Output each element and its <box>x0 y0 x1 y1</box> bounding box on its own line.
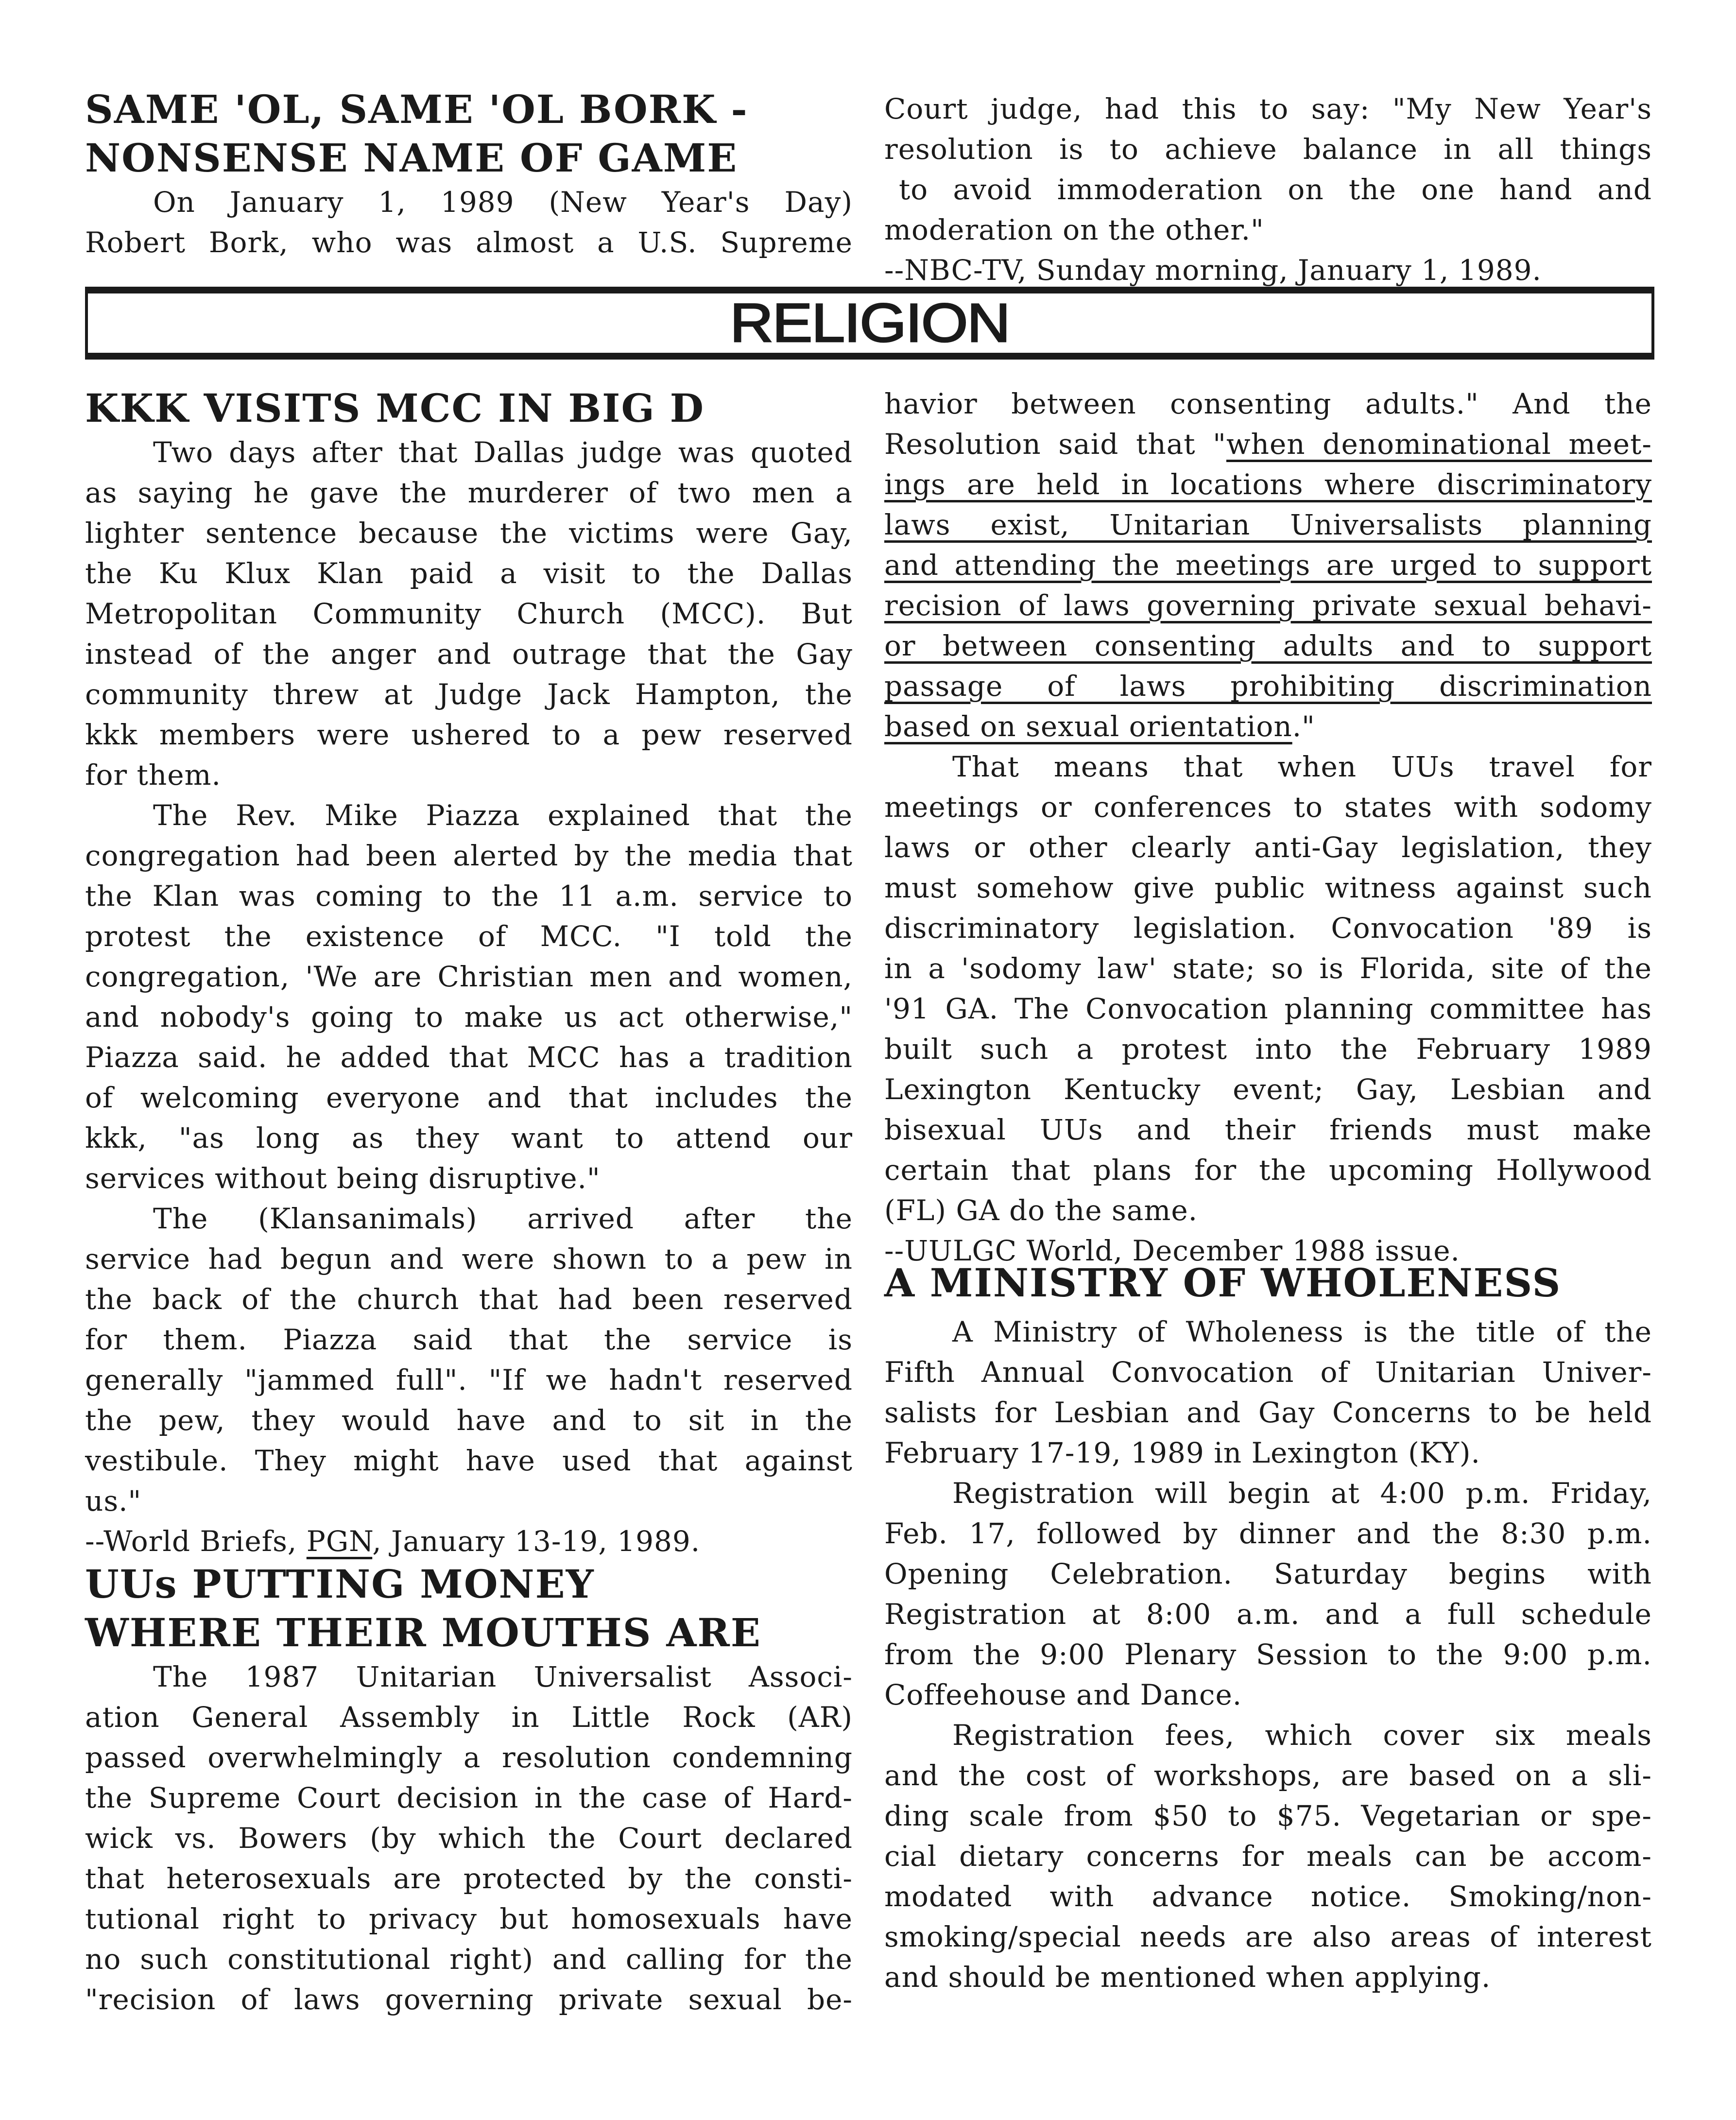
uus-line: must somehow give public witness against such <box>884 871 1652 904</box>
uus-line: bisexual UUs and their friends must make <box>884 1113 1652 1146</box>
uus-line: havior between consenting adults." And the <box>884 387 1652 420</box>
ministry-line: A Ministry of Wholeness is the title of the <box>952 1315 1652 1348</box>
ministry-line: Registration fees, which cover six meals <box>952 1719 1652 1752</box>
kkk-line: The Rev. Mike Piazza explained that the <box>153 799 853 832</box>
kkk-line: Two days after that Dallas judge was quoted <box>153 436 853 469</box>
uus-headline-1: UUs PUTTING MONEY <box>85 1561 595 1607</box>
bork-line: moderation on the other." <box>884 213 1264 246</box>
uus-resolution-final-quote: based on sexual orientation <box>884 710 1292 743</box>
kkk-line: lighter sentence because the victims were Gay, <box>85 517 853 550</box>
kkk-line: and nobody's going to make us act otherwise," <box>85 1000 853 1034</box>
uus-line: (FL) GA do the same. <box>884 1194 1198 1227</box>
uus-headline-2: WHERE THEIR MOUTHS ARE <box>85 1610 761 1655</box>
uus-line <box>884 424 1652 465</box>
uus-line: "recision of laws governing private sexual be- <box>85 1983 853 2016</box>
kkk-line: for them. <box>85 758 221 792</box>
bork-article <box>85 85 853 263</box>
kkk-line: kkk, "as long as they want to attend our <box>85 1121 853 1155</box>
kkk-line: instead of the anger and outrage that the Gay <box>85 638 853 671</box>
uus-line: tutional right to privacy but homosexuals have <box>85 1902 853 1935</box>
kkk-line: generally "jammed full". "If we hadn't reserved <box>85 1363 853 1396</box>
uus-resolution-lead: Resolution said that " <box>884 428 1226 461</box>
uus-line: that heterosexuals are protected by the consti- <box>85 1862 853 1895</box>
ministry-line: Registration at 8:00 a.m. and a full schedule <box>884 1598 1652 1631</box>
kkk-article <box>85 384 853 1562</box>
ministry-article <box>884 1258 1652 1998</box>
kkk-line: community threw at Judge Jack Hampton, the <box>85 678 853 711</box>
ministry-line: cial dietary concerns for meals can be accom- <box>884 1840 1652 1873</box>
uus-line: That means that when UUs travel for <box>952 750 1652 783</box>
ministry-line: Registration will begin at 4:00 p.m. Friday, <box>952 1477 1652 1510</box>
kkk-line: Piazza said. he added that MCC has a tradition <box>85 1041 853 1074</box>
kkk-headline: KKK VISITS MCC IN BIG D <box>85 385 705 431</box>
bork-line: to avoid immoderation on the one hand and <box>899 173 1652 206</box>
kkk-line: congregation, 'We are Christian men and women, <box>85 960 853 993</box>
kkk-line: us." <box>85 1484 142 1517</box>
bork-line: resolution is to achieve balance in all things <box>884 133 1652 166</box>
uus-line: in a 'sodomy law' state; so is Florida, site of the <box>884 952 1652 985</box>
uus-resolution-line: passage of laws prohibiting discrimination <box>884 670 1652 703</box>
uus-resolution-line: laws exist, Unitarian Universalists planning <box>884 508 1652 541</box>
ministry-line: and should be mentioned when applying. <box>884 1961 1491 1994</box>
ministry-line: Coffeehouse and Dance. <box>884 1678 1242 1711</box>
ministry-line: Opening Celebration. Saturday begins with <box>884 1557 1652 1590</box>
uus-resolution-line: recision of laws governing private sexual behavi- <box>884 589 1652 622</box>
uus-line: discriminatory legislation. Convocation '89 is <box>884 912 1652 945</box>
ministry-line: February 17-19, 1989 in Lexington (KY). <box>884 1436 1480 1469</box>
bork-source: --NBC-TV, Sunday morning, January 1, 1989. <box>884 254 1542 287</box>
uus-line: Lexington Kentucky event; Gay, Lesbian and <box>884 1073 1652 1106</box>
ministry-line: modated with advance notice. Smoking/non- <box>884 1880 1652 1913</box>
uus-line: ation General Assembly in Little Rock (AR) <box>85 1701 853 1734</box>
uus-line: '91 GA. The Convocation planning committee has <box>884 992 1652 1025</box>
ministry-line: from the 9:00 Plenary Session to the 9:00 p.m. <box>884 1638 1652 1671</box>
uus-article <box>85 1560 853 2020</box>
uus-line: laws or other clearly anti-Gay legislation, they <box>884 831 1652 864</box>
ministry-line: ding scale from $50 to $75. Vegetarian or spe- <box>884 1799 1652 1832</box>
ministry-line: and the cost of workshops, are based on a sli- <box>884 1759 1652 1792</box>
bork-article-continued <box>884 89 1652 291</box>
kkk-line: Metropolitan Community Church (MCC). But <box>85 597 853 630</box>
uus-resolution-line: or between consenting adults and to support <box>884 629 1652 662</box>
kkk-line: the Klan was coming to the 11 a.m. service to <box>85 879 853 913</box>
bork-line: Court judge, had this to say: "My New Year's <box>884 92 1652 125</box>
kkk-line: congregation had been alerted by the media that <box>85 839 853 872</box>
bork-headline-2: NONSENSE NAME OF GAME <box>85 135 738 181</box>
uus-resolution-final-tail: ." <box>1292 710 1315 743</box>
uus-line: meetings or conferences to states with sodomy <box>884 791 1652 824</box>
uus-line: passed overwhelmingly a resolution condemning <box>85 1741 853 1774</box>
kkk-line: kkk members were ushered to a pew reserved <box>85 718 853 751</box>
kkk-line: for them. Piazza said that the service is <box>85 1323 853 1356</box>
uus-line: certain that plans for the upcoming Hollywood <box>884 1154 1652 1187</box>
bork-line: Robert Bork, who was almost a U.S. Supreme <box>85 226 853 259</box>
kkk-line: of welcoming everyone and that includes the <box>85 1081 853 1114</box>
uus-line: built such a protest into the February 1989 <box>884 1033 1652 1066</box>
uus-article-continued <box>884 384 1652 1271</box>
uus-line: no such constitutional right) and calling for the <box>85 1943 853 1976</box>
uus-resolution-quote: when denominational meet- <box>1226 428 1652 461</box>
kkk-source <box>85 1521 853 1562</box>
kkk-line: the pew, they would have and to sit in the <box>85 1404 853 1437</box>
kkk-line: the back of the church that had been reserved <box>85 1283 853 1316</box>
kkk-line: vestibule. They might have used that against <box>85 1444 853 1477</box>
kkk-line: the Ku Klux Klan paid a visit to the Dallas <box>85 557 853 590</box>
uus-source: --UULGC World, December 1988 issue. <box>884 1234 1460 1267</box>
ministry-line: salists for Lesbian and Gay Concerns to be held <box>884 1396 1652 1429</box>
ministry-headline: A MINISTRY OF WHOLENESS <box>884 1260 1562 1306</box>
kkk-line: services without being disruptive." <box>85 1162 601 1195</box>
uus-resolution-line: and attending the meetings are urged to support <box>884 549 1652 582</box>
ministry-line: Feb. 17, followed by dinner and the 8:30 p.m. <box>884 1517 1652 1550</box>
kkk-line: service had begun and were shown to a pew in <box>85 1242 853 1275</box>
ministry-line: smoking/special needs are also areas of interest <box>884 1920 1652 1953</box>
kkk-source-suffix: , January 13-19, 1989. <box>372 1525 701 1558</box>
section-banner <box>85 287 1654 360</box>
uus-line: the Supreme Court decision in the case of Hard- <box>85 1781 853 1814</box>
section-title: RELIGION <box>730 293 1010 354</box>
kkk-source-publication: PGN <box>306 1525 373 1558</box>
kkk-line: The (Klansanimals) arrived after the <box>153 1202 853 1235</box>
uus-line: wick vs. Bowers (by which the Court declared <box>85 1822 853 1855</box>
ministry-line: Fifth Annual Convocation of Unitarian Univer- <box>884 1356 1652 1389</box>
bork-line: On January 1, 1989 (New Year's Day) <box>153 186 853 219</box>
uus-resolution-final <box>884 707 1652 747</box>
kkk-source-prefix: --World Briefs, <box>85 1525 307 1558</box>
uus-line: The 1987 Unitarian Universalist Associ- <box>153 1660 853 1693</box>
uus-resolution-line: ings are held in locations where discriminatory <box>884 468 1652 501</box>
bork-headline-1: SAME 'OL, SAME 'OL BORK - <box>85 86 748 132</box>
kkk-line: as saying he gave the murderer of two men a <box>85 476 853 509</box>
kkk-line: protest the existence of MCC. "I told the <box>85 920 853 953</box>
